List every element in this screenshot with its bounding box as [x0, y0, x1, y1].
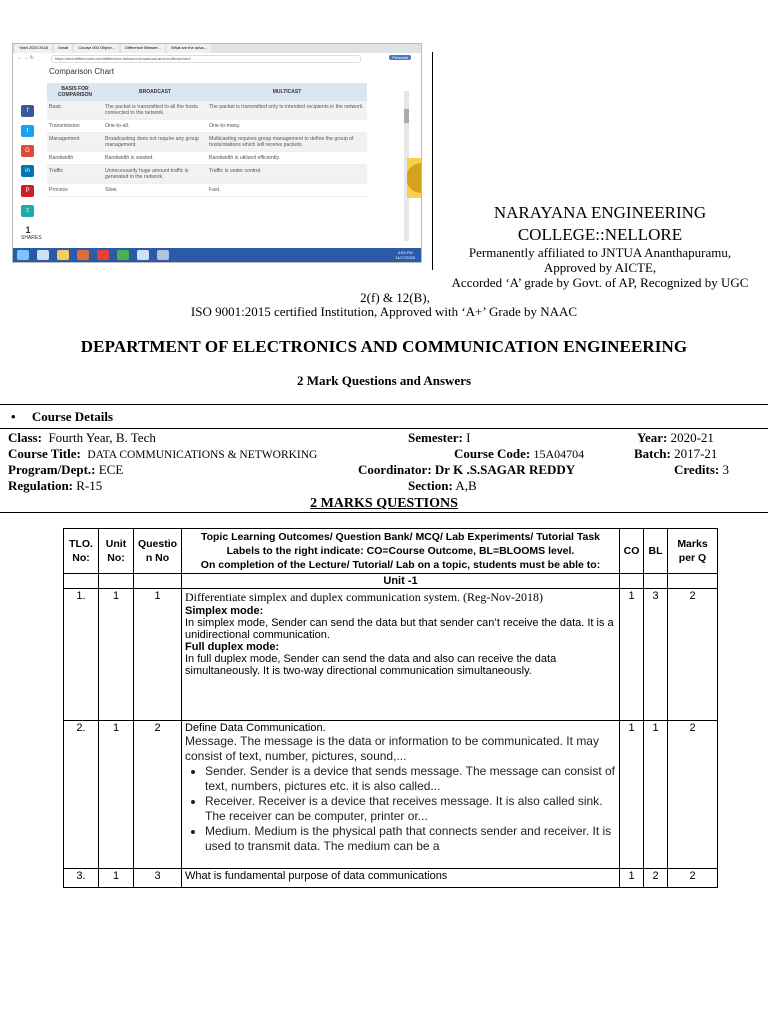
marks-questions-title: 2 MARKS QUESTIONS — [310, 496, 458, 511]
comparison-cell: Bandwidth is wasted. — [103, 152, 207, 165]
question-no-cell: 3 — [134, 869, 182, 888]
browser-tab[interactable]: Yash 2020 2018 — [15, 44, 52, 53]
ie-icon[interactable] — [37, 250, 49, 260]
question-no-cell: 2 — [134, 721, 182, 869]
comparison-cell: Transmission — [47, 120, 103, 133]
bl-cell: 2 — [644, 869, 668, 888]
course-title-value: DATA COMMUNICATIONS & NETWORKING — [87, 449, 318, 461]
comparison-cell: Multicasting requires group management to define the group of hosts/stations which will receive packets. — [207, 133, 367, 152]
browser-tab[interactable]: Gmail — [54, 44, 72, 53]
coordinator-label: Coordinator: — [358, 462, 432, 477]
browser-tab[interactable]: Difference Betwee... — [121, 44, 165, 53]
answer-cell — [182, 589, 620, 721]
course-code-label: Course Code: — [454, 446, 531, 461]
comparison-cell: Bandwidth is utilized efficiently. — [207, 152, 367, 165]
google-plus-icon[interactable]: G — [21, 145, 34, 157]
embedded-screenshot — [12, 43, 422, 263]
college-seal-icon — [407, 158, 421, 198]
tlo-cell: 2. — [64, 721, 99, 869]
unit-cell: 1 — [99, 869, 134, 888]
regulation-field — [8, 478, 102, 494]
unit-row-cell — [644, 574, 668, 589]
shares-counter — [21, 225, 42, 241]
year-field — [637, 430, 714, 446]
unit-row-cell — [620, 574, 644, 589]
comparison-cell: The packet is transmitted to all the hosts connected to the network. — [103, 101, 207, 120]
section-value: A,B — [455, 478, 477, 493]
comparison-row — [47, 165, 367, 184]
list-item: • Sender. Sender is a device that sends message. The message can consist of text, numbers, pictures etc. it is also called... — [205, 764, 616, 794]
question-no-cell: 1 — [134, 589, 182, 721]
ugc-sections-text: 2(f) & 12(B), — [360, 290, 430, 305]
table-row — [64, 869, 718, 888]
course-title-field — [8, 446, 317, 462]
comparison-cell: Unnecessarily huge amount traffic is generated in the network. — [103, 165, 207, 184]
topic-header-line: Labels to the right indicate: CO=Course Outcome, BL=BLOOMS level. — [226, 545, 575, 557]
program-value: ECE — [98, 462, 124, 477]
comparison-row — [47, 152, 367, 165]
comparison-row — [47, 184, 367, 197]
co-cell: 1 — [620, 869, 644, 888]
back-forward-icon[interactable]: ← → ↻ — [17, 55, 34, 61]
question-text: Define Data Communication. — [185, 722, 326, 734]
clock-date: 11/17/2020 — [395, 255, 415, 260]
table-header-row — [64, 529, 718, 574]
year-value: 2020-21 — [670, 430, 714, 445]
co-cell: 1 — [620, 589, 644, 721]
semester-value: I — [466, 430, 471, 445]
co-header: CO — [620, 529, 644, 574]
comparison-cell: Management — [47, 133, 103, 152]
regulation-value: R-15 — [76, 478, 103, 493]
batch-value: 2017-21 — [674, 446, 718, 461]
bl-cell: 1 — [644, 721, 668, 869]
table-row — [64, 721, 718, 869]
comparison-table — [47, 83, 367, 197]
browser-tab[interactable]: Course 003 Object... — [74, 44, 119, 53]
comparison-row — [47, 133, 367, 152]
answer-list — [185, 764, 616, 854]
app-icon[interactable] — [117, 250, 129, 260]
shares-label: SHARES — [21, 235, 42, 241]
answer-body — [185, 734, 616, 854]
course-details-label: Course Details — [31, 409, 114, 424]
clock-time: 4:03 PM — [397, 250, 413, 255]
unit-row-cell — [99, 574, 134, 589]
scrollbar-thumb[interactable] — [404, 109, 409, 123]
answer-heading: Simplex mode: — [185, 605, 264, 617]
course-title-label: Course Title: — [8, 446, 81, 461]
questions-table — [63, 528, 718, 888]
question-text: Differentiate simplex and duplex communication system. (Reg-Nov-2018) — [185, 590, 544, 604]
windows-taskbar — [13, 248, 421, 262]
unit-cell: 1 — [99, 589, 134, 721]
department-title: DEPARTMENT OF ELECTRONICS AND COMMUNICATION ENGINEERING — [80, 337, 688, 356]
comparison-cell: Traffic — [47, 165, 103, 184]
program-label: Program/Dept.: — [8, 462, 96, 477]
grade-text: Accorded ‘A’ grade by Govt. of AP, Recognized by UGC — [451, 275, 749, 290]
facebook-icon[interactable]: f — [21, 105, 34, 117]
app-icon[interactable] — [157, 250, 169, 260]
unit-row-cell — [668, 574, 718, 589]
frame-border — [420, 52, 433, 270]
answer-cell — [182, 721, 620, 869]
bl-cell: 3 — [644, 589, 668, 721]
course-code-value: 15A04704 — [533, 447, 585, 461]
tlo-cell: 3. — [64, 869, 99, 888]
unit-header: Unit No: — [99, 529, 134, 574]
comparison-cell: Process — [47, 184, 103, 197]
batch-label: Batch: — [634, 446, 671, 461]
topic-header-line: Topic Learning Outcomes/ Question Bank/ MCQ/ Lab Experiments/ Tutorial Task — [200, 531, 601, 543]
batch-field — [634, 446, 717, 462]
marks-cell: 2 — [668, 721, 718, 869]
folder-icon[interactable] — [57, 250, 69, 260]
marks-cell: 2 — [668, 869, 718, 888]
coordinator-field — [358, 462, 575, 478]
comparison-cell: One-to-many. — [207, 120, 367, 133]
comparison-cell: Traffic is under control. — [207, 165, 367, 184]
topic-header — [182, 529, 620, 574]
pinterest-icon[interactable]: P — [21, 185, 34, 197]
comparison-header: BROADCAST — [103, 83, 207, 101]
question-text: What is fundamental purpose of data communications — [182, 869, 620, 888]
credits-label: Credits: — [674, 462, 720, 477]
answer-text: Message. The message is the data or information to be communicated. It may consist of text, number, pictures, sound,... — [185, 734, 599, 763]
app-icon[interactable] — [137, 250, 149, 260]
twitter-icon[interactable]: t — [21, 125, 34, 137]
web-page — [13, 63, 421, 248]
iso-text: ISO 9001:2015 certified Institution, Approved with ‘A+’ Grade by NAAC — [190, 304, 578, 319]
college-name — [440, 202, 760, 246]
list-item: • Receiver. Receiver is a device that receives message. It is also called sink. The receiver can be computer, printer or... — [205, 794, 616, 824]
marks-questions-heading — [0, 496, 768, 512]
answer-text: In simplex mode, Sender can send the data but that sender can’t receive the data. It is a unidirectional communication. — [185, 617, 614, 641]
page-title: Comparison Chart — [49, 67, 114, 76]
comparison-cell: The packet is transmitted only to intended recipients in the network. — [207, 101, 367, 120]
class-label: Class: — [8, 430, 42, 445]
marks-header: Marks per Q — [668, 529, 718, 574]
tlo-cell: 1. — [64, 589, 99, 721]
coordinator-value: Dr K .S.SAGAR REDDY — [434, 462, 576, 477]
class-value: Fourth Year, B. Tech — [48, 430, 156, 445]
regulation-label: Regulation: — [8, 478, 73, 493]
co-cell: 1 — [620, 721, 644, 869]
list-item: • Medium. Medium is the physical path that connects sender and receiver. It is used to transmit data. The medium can be a — [205, 824, 616, 854]
course-details-bar — [0, 404, 768, 429]
answer-text: In full duplex mode, Sender can send the data and also can receive the data simultaneously. It is two-way directional communication simultaneously. — [185, 653, 557, 677]
topic-header-line: On completion of the Lecture/ Tutorial/ Lab on a topic, students must be able to: — [200, 559, 601, 571]
media-icon[interactable] — [77, 250, 89, 260]
bl-header: BL — [644, 529, 668, 574]
unit-label: Unit -1 — [182, 574, 620, 589]
credits-field — [674, 462, 729, 478]
comparison-cell: Bandwidth — [47, 152, 103, 165]
chrome-icon[interactable] — [97, 250, 109, 260]
comparison-cell: Fast. — [207, 184, 367, 197]
profile-button[interactable]: Personal — [389, 55, 411, 60]
linkedin-icon[interactable]: in — [21, 165, 34, 177]
college-name-line2: COLLEGE::NELLORE — [517, 225, 683, 244]
comparison-cell: Basic — [47, 101, 103, 120]
comparison-header: MULTICAST — [207, 83, 367, 101]
unit-row-cell — [134, 574, 182, 589]
comparison-row — [47, 120, 367, 133]
comparison-cell: Slow. — [103, 184, 207, 197]
class-field — [8, 430, 156, 446]
divider — [0, 512, 768, 513]
marks-cell: 2 — [668, 589, 718, 721]
comparison-cell: Broadcasting does not require any group management. — [103, 133, 207, 152]
share-icon[interactable]: ⇧ — [21, 205, 34, 217]
semester-label: Semester: — [408, 430, 463, 445]
tlo-header: TLO. No: — [64, 529, 99, 574]
unit-cell: 1 — [99, 721, 134, 869]
comparison-cell: One-to-all. — [103, 120, 207, 133]
browser-tab-strip — [13, 44, 421, 53]
start-icon[interactable] — [17, 250, 29, 260]
shares-count: 1 — [25, 225, 31, 235]
section-label: Section: — [408, 478, 453, 493]
question-no-header: Questio n No — [134, 529, 182, 574]
year-label: Year: — [637, 430, 668, 445]
affiliation-text: Permanently affiliated to JNTUA Ananthapuramu, — [468, 245, 732, 260]
document-subtitle: 2 Mark Questions and Answers — [296, 373, 472, 388]
answer-heading: Full duplex mode: — [185, 641, 280, 653]
unit-row-cell — [64, 574, 99, 589]
credits-value: 3 — [722, 462, 730, 477]
comparison-header: BASIS FOR COMPARISON — [47, 83, 103, 101]
semester-field — [408, 430, 470, 446]
program-field — [8, 462, 123, 478]
table-row — [64, 589, 718, 721]
approval-text: Approved by AICTE, — [543, 260, 657, 275]
taskbar-clock — [395, 250, 415, 260]
course-details-heading: • Course Details — [11, 409, 114, 424]
url-field[interactable]: https://techdifferences.com/difference-between-broadcast-and-multicast.html — [51, 55, 361, 63]
unit-row — [64, 574, 718, 589]
section-field — [408, 478, 477, 494]
college-name-line1: NARAYANA ENGINEERING — [493, 203, 707, 222]
comparison-row — [47, 101, 367, 120]
course-code-field — [454, 446, 584, 462]
browser-tab[interactable]: What are the adva... — [167, 44, 211, 53]
